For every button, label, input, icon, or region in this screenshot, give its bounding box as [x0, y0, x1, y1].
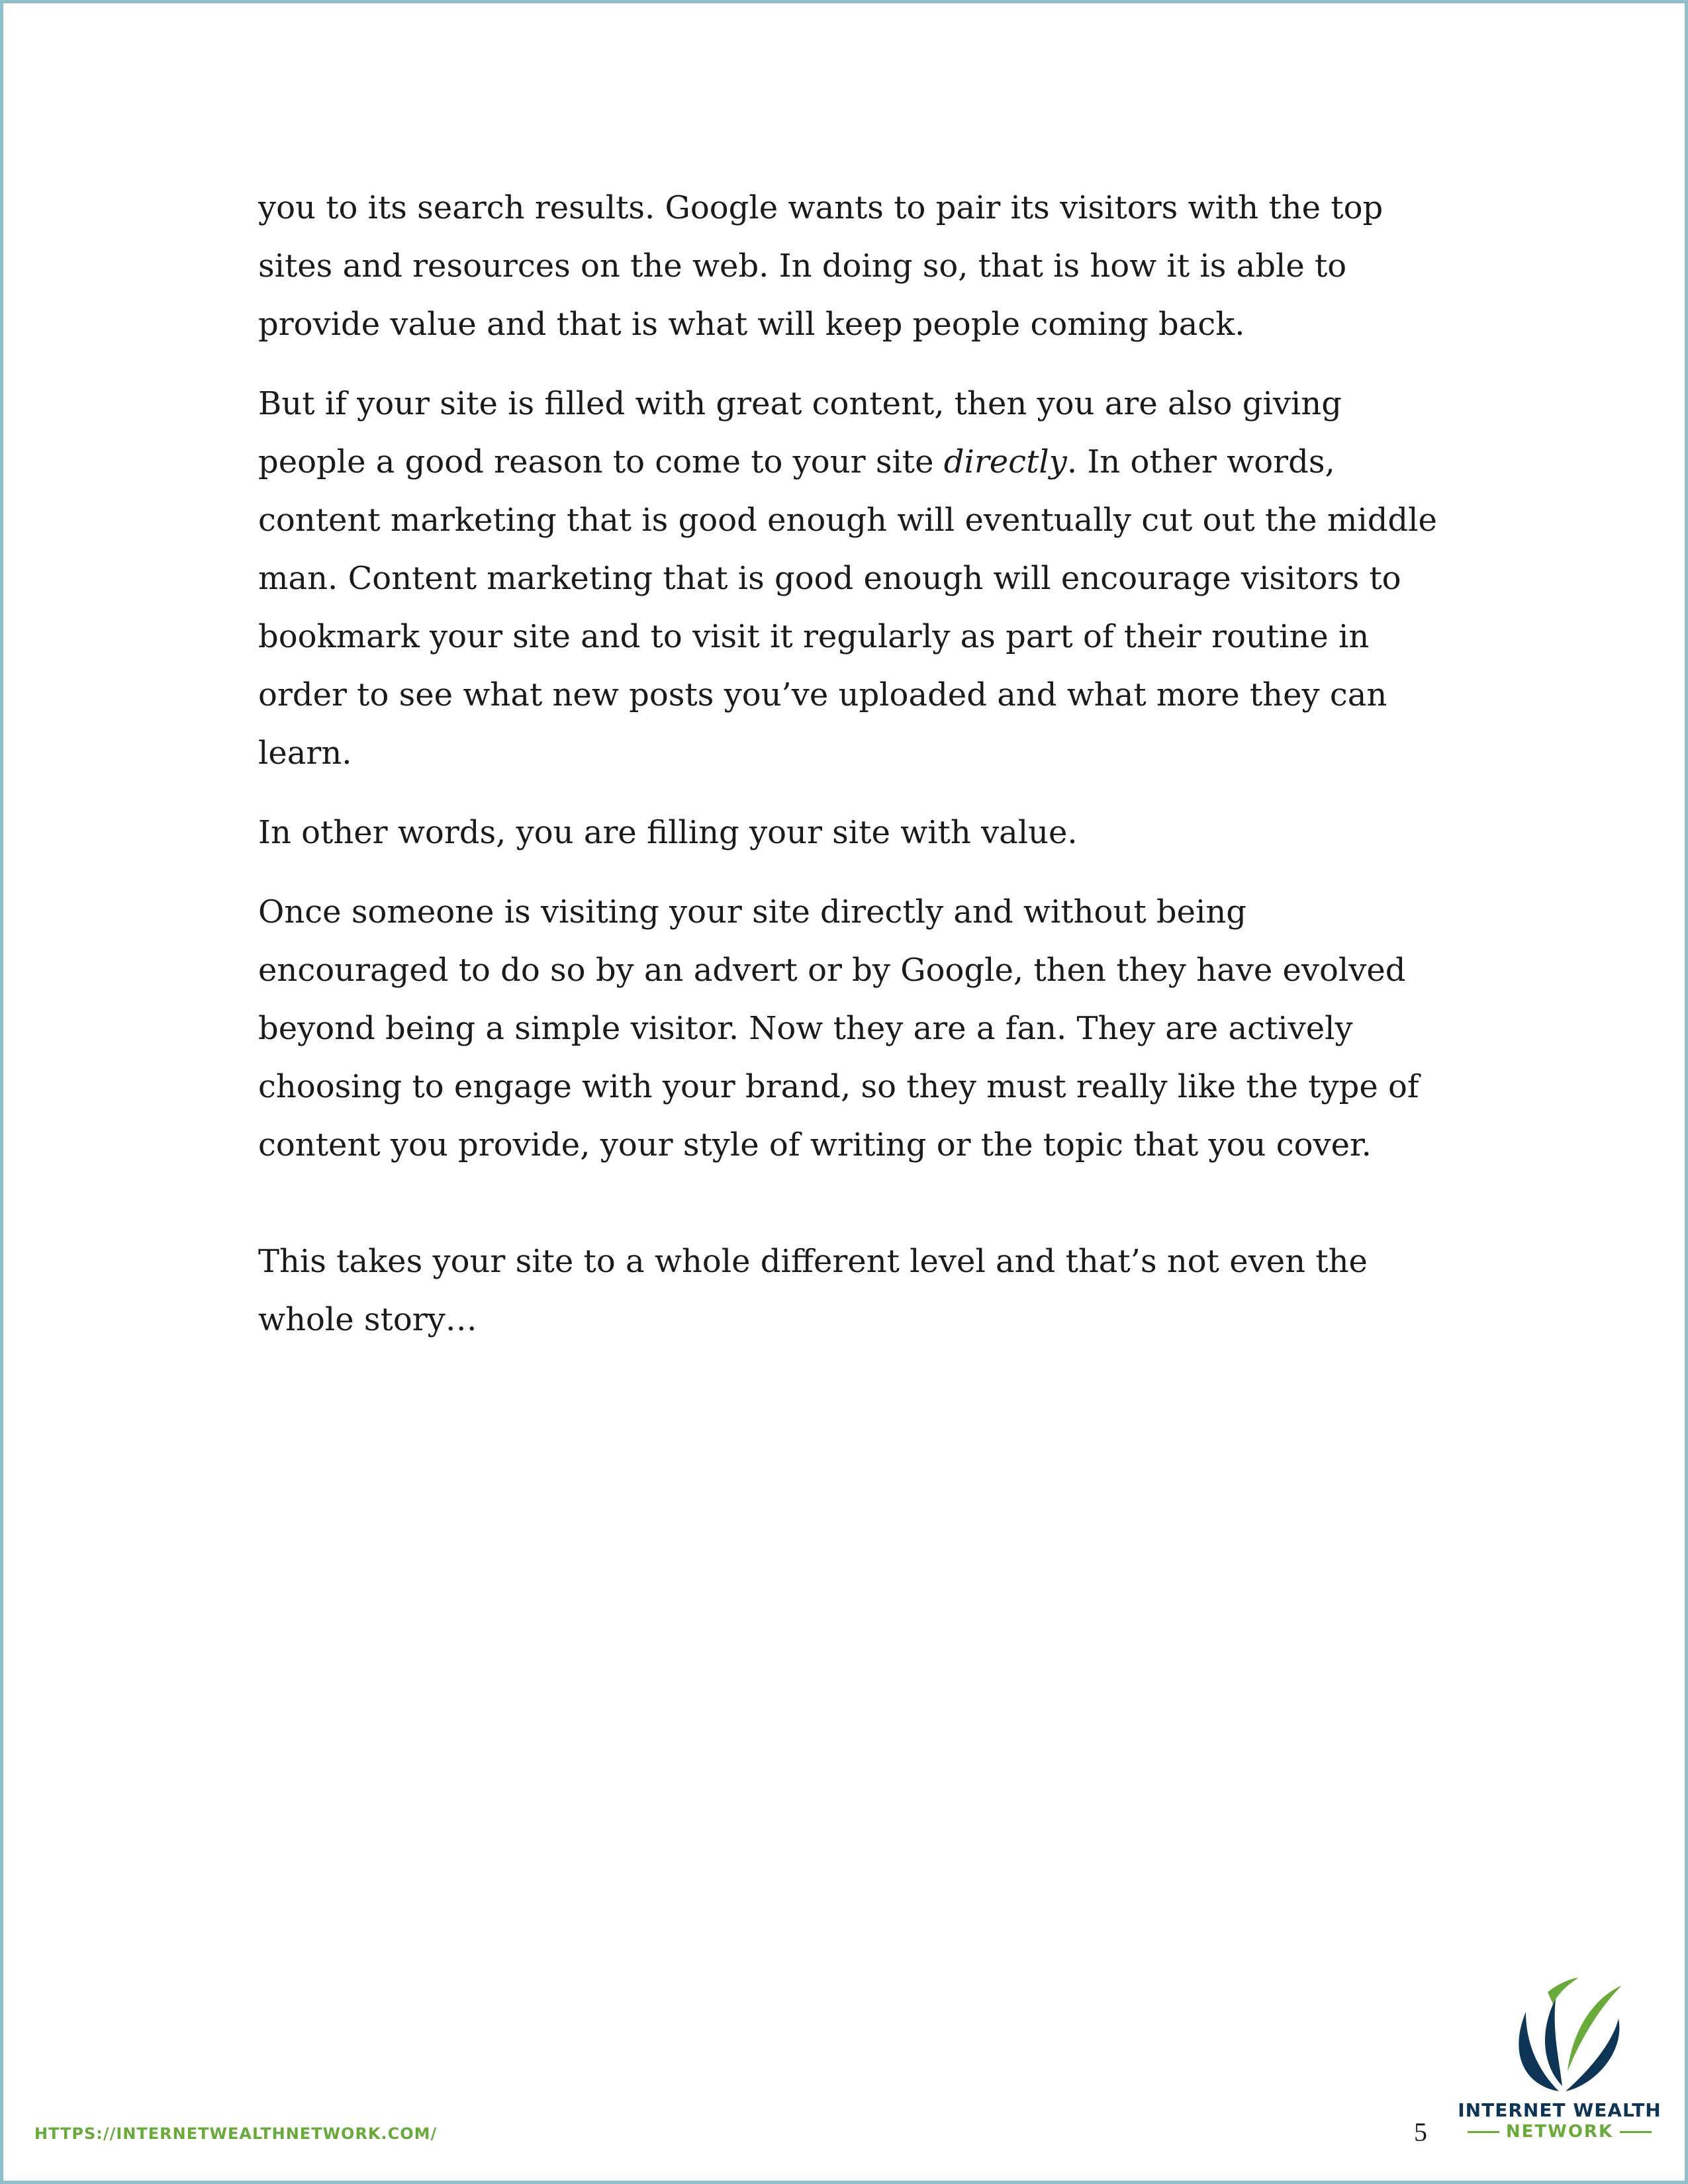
page-number: 5	[1414, 2117, 1427, 2147]
document-body	[258, 179, 1443, 1370]
logo-mark-icon	[1496, 1972, 1628, 2098]
paragraph-2-end: . In other words, content marketing that is good enough will eventually cut out the middle man. Content marketing that is good enough will encourage visitors to bookmark your site and to visit it regularly as part of their routine in order to see what new posts you’ve uploaded and what more they can learn.	[258, 443, 1437, 772]
brand-logo	[1454, 1972, 1665, 2144]
paragraph-5: This takes your site to a whole different level and that’s not even the whole story…	[258, 1243, 1368, 1338]
paragraph-2-start: But if your site is filled with great content, then you are also giving people a good reason to come to your site	[258, 385, 1342, 480]
paragraph-3: In other words, you are filling your site with value.	[258, 814, 1078, 851]
paragraph-1: you to its search results. Google wants to pair its visitors with the top sites and resources on the web. In doing so, that is how it is able to provide value and that is what will keep people coming back.	[258, 189, 1383, 343]
emphasis-directly: directly	[943, 443, 1067, 480]
logo-text-line2: NETWORK	[1505, 2122, 1614, 2142]
logo-text-line1: INTERNET WEALTH	[1458, 2099, 1662, 2121]
logo-dash-left	[1468, 2131, 1499, 2133]
paragraph-2	[258, 375, 1443, 782]
logo-dash-right	[1620, 2131, 1652, 2133]
logo-text-line2-wrap	[1454, 2122, 1665, 2142]
footer-url-link[interactable]: HTTPS://INTERNETWEALTHNETWORK.COM/	[34, 2124, 438, 2143]
paragraph-4: Once someone is visiting your site directly and without being encouraged to do so by an advert or by Google, then they have evolved beyond being a simple visitor. Now they are a fan. They are actively choosing to engage with your brand, so they must really like the type of content you provide, your style of writing or the topic that you cover.	[258, 893, 1419, 1163]
